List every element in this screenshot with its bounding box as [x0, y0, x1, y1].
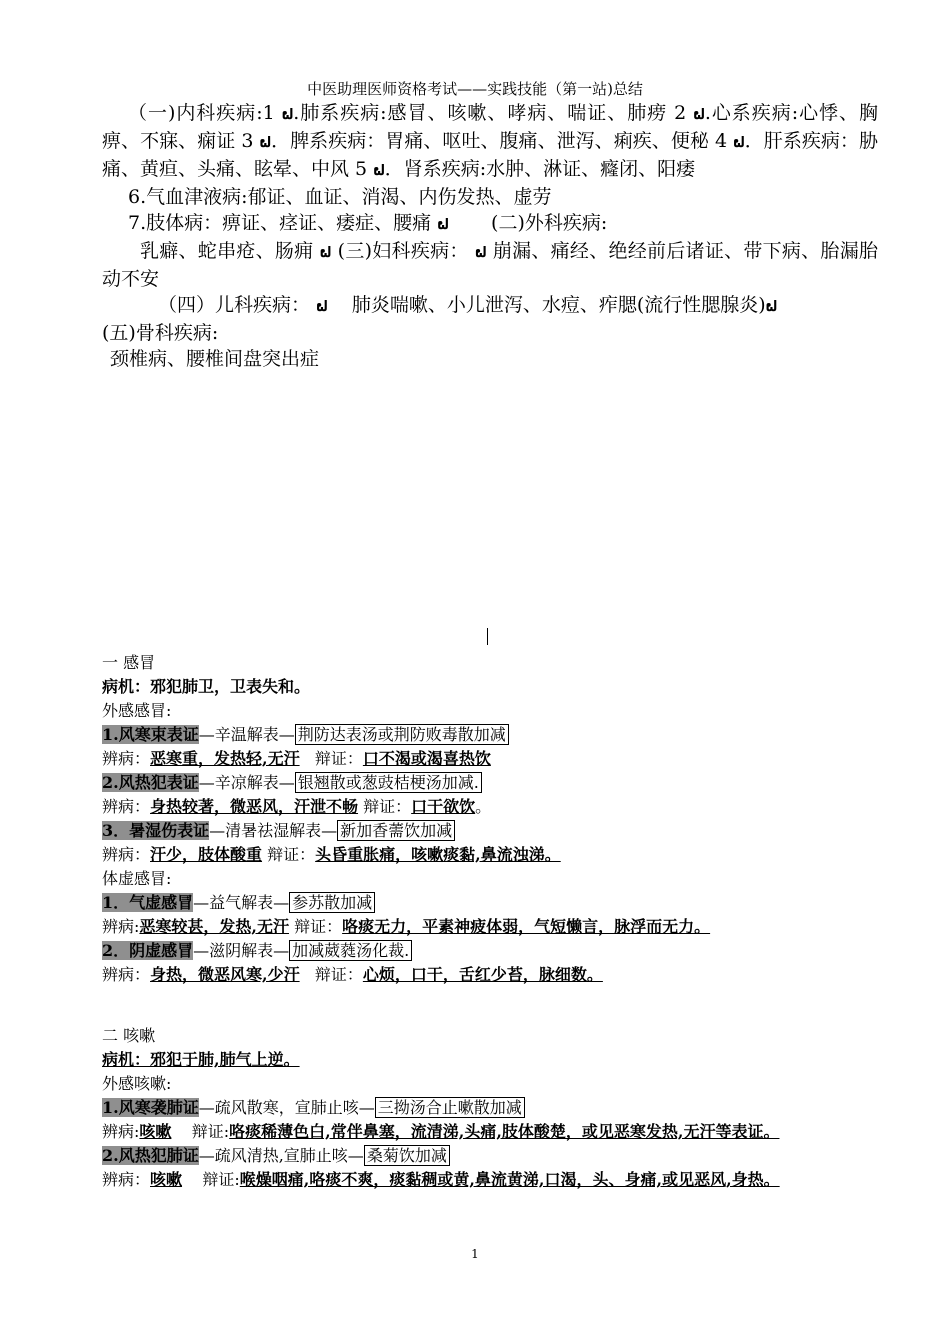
treatment-method: —疏风散寒，宣肺止咳—	[198, 1098, 375, 1117]
syndrome-row	[102, 891, 882, 915]
bullet-mark: ຝ	[373, 163, 385, 179]
diff-text: 身热较著，微恶风，汗泄不畅	[150, 797, 359, 816]
outline-orthopedics-label: (五)骨科疾病:	[102, 322, 219, 344]
differentiation-row	[102, 963, 882, 987]
diff-label: 辨病：	[102, 1170, 151, 1189]
syndrome-row	[102, 1144, 882, 1168]
treatment-method: —疏风清热,宣肺止咳—	[198, 1146, 364, 1165]
document-title: 中医助理医师资格考试——实践技能（第一站)总结	[307, 80, 643, 98]
formula: 三拗汤合止嗽散加减	[375, 1097, 525, 1118]
formula: 桑菊饮加减	[364, 1145, 450, 1166]
outline-orthopedics-list: 颈椎病、腰椎间盘突出症	[110, 348, 320, 370]
differentiation-row	[102, 795, 882, 819]
treatment-method: —益气解表—	[193, 893, 290, 912]
sign-label: 辩证：	[363, 797, 412, 816]
text-cursor	[487, 628, 488, 645]
formula: 银翘散或葱豉桔梗汤加减.	[295, 772, 482, 793]
bullet-mark: ຝ	[316, 299, 328, 315]
section-kesou	[102, 1024, 882, 1192]
subgroup-label: 外感咳嗽:	[102, 1074, 172, 1093]
bullet-mark: ຝ	[693, 107, 705, 123]
surgical-label: (二)外科疾病:	[491, 212, 608, 234]
bullet-mark: ຝ	[437, 217, 449, 233]
sentence-end: 。	[475, 797, 492, 816]
treatment-method: —清暑祛湿解表—	[209, 821, 338, 840]
bullet-mark: ຝ	[259, 135, 272, 151]
sign-text: 头昏重胀痛，咳嗽痰黏,鼻流浊涕。	[315, 845, 561, 864]
gyn-list: 崩漏、痛经、绝经前后诸证、带下病、胎漏胎动不安	[102, 240, 878, 290]
sign-label: 辩证:	[191, 1122, 230, 1141]
disease-outline	[102, 100, 878, 372]
treatment-method: —辛温解表—	[198, 725, 295, 744]
sign-text: 咯痰无力，平素神疲体弱，气短懒言，脉浮而无力。	[342, 917, 711, 936]
bullet-mark: ຝ	[765, 299, 778, 315]
kidney-system: ．肾系疾病:水肿、淋证、癃闭、阳痿	[384, 158, 696, 180]
syndrome-name: 1.风寒束表证	[102, 725, 199, 744]
sign-text: 喉燥咽痛,咯痰不爽，痰黏稠或黄,鼻流黄涕,口渴，头、身痛,或见恶风,身热。	[239, 1170, 780, 1189]
sign-text: 口不渴或渴喜热饮	[362, 749, 491, 768]
diff-text: 汗少，肢体酸重	[150, 845, 263, 864]
bullet-mark: ຝ	[319, 245, 332, 261]
section-ganmao	[102, 651, 882, 987]
page-number: 1	[471, 1247, 479, 1261]
syndrome-row	[102, 771, 882, 795]
syndrome-name: 2.风热犯表证	[102, 773, 199, 792]
section-heading: 二 咳嗽	[102, 1026, 156, 1045]
differentiation-row	[102, 915, 882, 939]
limb-diseases: 7.肢体病：痹证、痉证、痿症、腰痛	[128, 212, 432, 234]
sign-text: 咯痰稀薄色白,常伴鼻塞，流清涕,头痛,肢体酸楚，或见恶寒发热,无汗等表证。	[229, 1122, 780, 1141]
diff-text: 恶寒重，发热轻,无汗	[150, 749, 300, 768]
pathogenesis: 病机：邪犯于肺,肺气上逆。	[102, 1050, 300, 1069]
formula: 加减葳蕤汤化裁.	[289, 940, 412, 961]
bullet-mark: ຝ	[281, 107, 294, 123]
sign-label: 辩证：	[294, 917, 343, 936]
section-heading: 一 感冒	[102, 653, 156, 672]
lung-system: .肺系疾病:感冒、咳嗽、哮病、喘证、肺痨 2	[293, 102, 687, 124]
heart-system: .心系疾病:心悸、胸痹、不寐、痫证 3	[102, 102, 878, 152]
outline-qi-blood: 6.气血津液病:郁证、血证、消渴、内伤发热、虚劳	[128, 186, 552, 208]
sign-text: 心烦，口干，舌红少苔，脉细数。	[362, 965, 603, 984]
syndrome-row	[102, 723, 882, 747]
sign-label: 辩证:	[202, 1170, 240, 1189]
differentiation-row	[102, 843, 882, 867]
treatment-method: —辛凉解表—	[198, 773, 295, 792]
syndrome-row	[102, 1096, 882, 1120]
subgroup-label: 体虚感冒:	[102, 869, 172, 888]
diff-label: 辨病：	[102, 797, 151, 816]
spleen-system: ．脾系疾病：胃痛、呕吐、腹痛、泄泻、痢疾、便秘 4	[271, 130, 728, 152]
diff-label: 辨病:	[102, 917, 140, 936]
diff-label: 辨病：	[102, 749, 151, 768]
diff-label: 辨病:	[102, 1122, 140, 1141]
diff-text: 咳嗽	[139, 1122, 172, 1141]
differentiation-row	[102, 1168, 882, 1192]
sign-label: 辩证：	[314, 749, 363, 768]
formula: 新加香薷饮加减	[337, 820, 455, 841]
outline-pediatrics	[102, 292, 878, 320]
diff-label: 辨病：	[102, 845, 151, 864]
sign-label: 辩证：	[267, 845, 316, 864]
differentiation-row	[102, 747, 882, 771]
differentiation-row	[102, 1120, 882, 1144]
outline-surgical-gyn	[102, 238, 878, 292]
diff-label: 辨病：	[102, 965, 151, 984]
subgroup-label: 外感感冒:	[102, 701, 172, 720]
syndrome-name: 1.风寒袭肺证	[102, 1098, 199, 1117]
syndrome-name: 3．暑湿伤表证	[102, 821, 210, 840]
surgical-list: 乳癖、蛇串疮、肠痈	[140, 240, 314, 262]
bullet-mark: ຝ	[474, 245, 487, 261]
syndrome-row	[102, 819, 882, 843]
syndrome-name: 2.风热犯肺证	[102, 1146, 199, 1165]
outline-internal-medicine	[102, 100, 878, 184]
pathogenesis: 病机：邪犯肺卫，卫表失和。	[102, 677, 311, 696]
sign-label: 辩证：	[314, 965, 363, 984]
peds-list: 肺炎喘嗽、小儿泄泻、水痘、痄腮(流行性腮腺炎)	[351, 294, 766, 316]
outline-limb	[102, 210, 878, 238]
syndrome-row	[102, 939, 882, 963]
treatment-method: —滋阴解表—	[193, 941, 290, 960]
internal-label: （一)内科疾病:1	[128, 102, 275, 124]
formula: 参苏散加减	[289, 892, 375, 913]
sign-text: 口干欲饮	[411, 797, 476, 816]
formula: 荆防达表汤或荆防败毒散加减	[295, 724, 509, 745]
bullet-mark: ຝ	[733, 135, 745, 151]
liver-system: ．肝系疾病：胁痛、黄疸、头痛、眩晕、中风 5	[102, 130, 878, 180]
diff-text: 身热，微恶风寒,少汗	[150, 965, 300, 984]
peds-label: （四）儿科疾病：	[158, 294, 311, 316]
diff-text: 恶寒较甚，发热,无汗	[139, 917, 289, 936]
gyn-label: (三)妇科疾病：	[337, 240, 469, 262]
syndrome-name: 2．阴虚感冒	[102, 941, 194, 960]
syndrome-name: 1．气虚感冒	[102, 893, 194, 912]
diff-text: 咳嗽	[150, 1170, 183, 1189]
